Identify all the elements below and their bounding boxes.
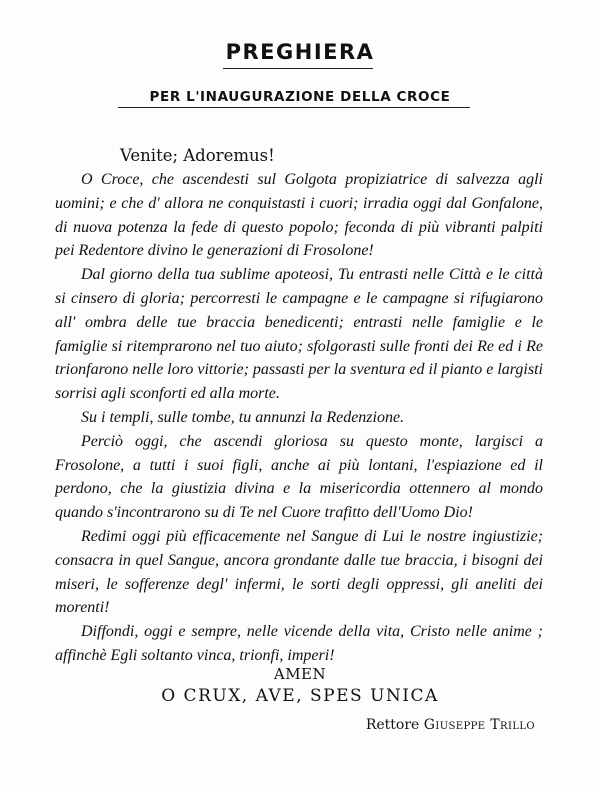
prayer-paragraph: Dal giorno della tua sublime apoteosi, Tu entrasti nelle Città e le città si cinsero di gloria; percorresti le campagne e le campagne si rifugiarono all' ombra delle tue braccia benedicenti; entrasti nelle famiglie e le famiglie si ritemprarono nel tuo aiuto; sfolgorasti sulle fronti dei Re ed i Re trionfarono nelle loro vittorie; passasti per la sventura ed il pianto e largisti sorrisi agli sconforti ed alla morte. xyxy=(55,266,543,403)
prayer-paragraph: Diffondi, oggi e sempre, nelle vicende della vita, Cristo nelle anime ; affinchè Egli soltanto vinca, trionfi, imperi! xyxy=(55,623,543,664)
title-underline xyxy=(223,68,373,69)
page-title: PREGHIERA xyxy=(225,40,375,64)
prayer-paragraph: Su i templi, sulle tombe, tu annunzi la Redenzione. xyxy=(81,408,405,426)
prayer-body xyxy=(55,168,543,668)
signature-name: Giuseppe Trillo xyxy=(423,717,535,733)
signature-role: Rettore xyxy=(365,717,420,733)
signature xyxy=(366,717,535,733)
subtitle: PER L'INAUGURAZIONE DELLA CROCE xyxy=(149,89,451,105)
prayer-paragraph: Perciò oggi, che ascendi gloriosa su questo monte, largisci a Frosolone, a tutti i suoi figli, anche ai più lontani, l'espiazione ed il perdono, che la giustizia divina e la misericordia ottennero al mondo quando s'incontrarono su di Te nel Cuore trafitto dell'Uomo Dio! xyxy=(55,432,543,522)
prayer-paragraph: Redimi oggi più efficacemente nel Sangue di Lui le nostre ingiustizie; consacra in quel Sangue, ancora grondante dalle tue braccia, i bisogni dei miseri, le sofferenze degl' infermi, le sorti degli oppressi, gli aneliti dei morenti! xyxy=(55,527,543,617)
opening-invocation: Venite; Adoremus! xyxy=(120,146,275,165)
motto: O CRUX, AVE, SPES UNICA xyxy=(161,686,439,706)
subtitle-underline xyxy=(118,107,470,108)
amen: AMEN xyxy=(273,665,327,683)
prayer-paragraph: O Croce, che ascendesti sul Golgota propiziatrice di salvezza agli uomini; e che d' allora ne conquistasti i cuori; irradia oggi dal Gonfalone, di nuova potenza la fede di questo popolo; feconda di più vibranti palpiti pei Redentore divino le generazioni di Frosolone! xyxy=(55,171,543,260)
